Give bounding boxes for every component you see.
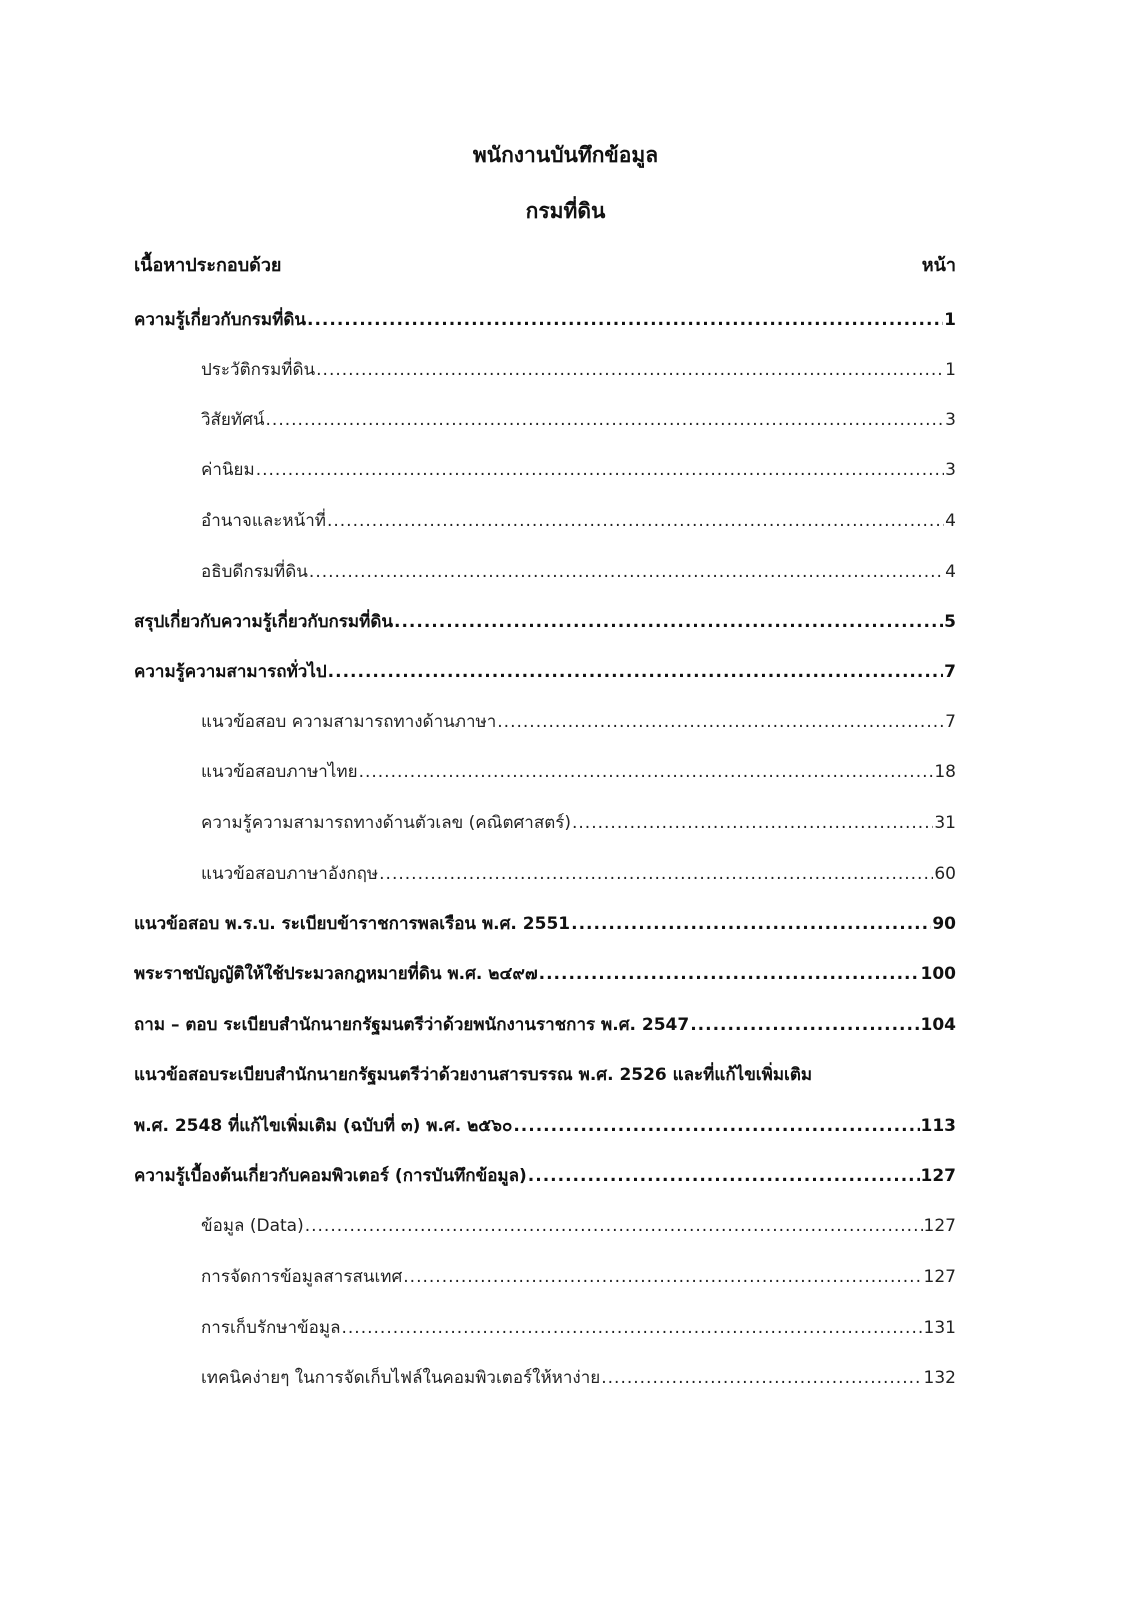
- dot-leader: [328, 658, 943, 686]
- dot-leader: [307, 306, 943, 334]
- toc-entry[interactable]: [134, 960, 956, 988]
- dot-leader: [394, 608, 943, 636]
- toc-entry-page-number: 18: [934, 762, 956, 782]
- dot-leader: [571, 910, 931, 938]
- toc-entry-label: ข้อมูล (Data): [201, 1216, 304, 1236]
- toc-entry[interactable]: [134, 910, 956, 938]
- toc-entry-label: แนวข้อสอบ ความสามารถทางด้านภาษา: [201, 712, 497, 732]
- toc-entry[interactable]: [201, 809, 956, 837]
- toc-entry-page-number: 4: [945, 511, 956, 531]
- toc-entry-label: แนวข้อสอบภาษาไทย: [201, 762, 358, 782]
- toc-entry-label: ค่านิยม: [201, 460, 255, 480]
- toc-entry-page-number: 7: [945, 712, 956, 732]
- toc-entry-label: วิสัยทัศน์: [201, 410, 265, 430]
- toc-entry-page-number: 60: [934, 864, 956, 884]
- toc-entry-page-number: 100: [920, 964, 956, 984]
- dot-leader: [256, 456, 944, 484]
- toc-entry[interactable]: [201, 356, 956, 384]
- toc-entry-label: ความรู้เกี่ยวกับกรมที่ดิน: [134, 310, 306, 330]
- toc-entry-label: ความรู้ความสามารถทางด้านตัวเลข (คณิตศาสตร์): [201, 813, 571, 833]
- toc-entry[interactable]: [134, 1112, 956, 1140]
- toc-entry[interactable]: [201, 860, 956, 888]
- dot-leader: [342, 1314, 923, 1342]
- toc-entry-label: พระราชบัญญัติให้ใช้ประมวลกฎหมายที่ดิน พ.ศ. ๒๔๙๗: [134, 964, 538, 984]
- toc-entry-page-number: 90: [932, 914, 956, 934]
- toc-entry[interactable]: [201, 456, 956, 484]
- document-title: พนักงานบันทึกข้อมูล: [472, 143, 659, 167]
- toc-entry-page-number: 5: [944, 612, 956, 632]
- dot-leader: [497, 708, 944, 736]
- toc-entry[interactable]: [134, 1011, 956, 1039]
- dot-leader: [601, 1364, 922, 1392]
- dot-leader: [690, 1011, 919, 1039]
- dot-leader: [316, 356, 944, 384]
- toc-entry[interactable]: [201, 1364, 956, 1392]
- contents-label: เนื้อหาประกอบด้วย: [134, 255, 282, 276]
- toc-entry-label: อธิบดีกรมที่ดิน: [201, 562, 308, 582]
- toc-entry[interactable]: [201, 1314, 956, 1342]
- toc-entry-page-number: 131: [923, 1318, 956, 1338]
- toc-entry-page-number: 7: [944, 662, 956, 682]
- dot-leader: [528, 1162, 920, 1190]
- toc-entry-label: ความรู้เบื้องต้นเกี่ยวกับคอมพิวเตอร์ (การบันทึกข้อมูล): [134, 1166, 527, 1186]
- toc-entry-label: แนวข้อสอบภาษาอังกฤษ: [201, 864, 379, 884]
- toc-entry[interactable]: [134, 306, 956, 334]
- toc-entry-label: การเก็บรักษาข้อมูล: [201, 1318, 341, 1338]
- toc-entry-page-number: 127: [923, 1216, 956, 1236]
- toc-entry[interactable]: [201, 1263, 956, 1291]
- toc-entry-page-number: 3: [945, 410, 956, 430]
- document-subtitle: กรมที่ดิน: [525, 199, 606, 223]
- toc-entry[interactable]: [134, 658, 956, 686]
- page-column-label: หน้า: [921, 255, 956, 276]
- toc-entry-label: แนวข้อสอบระเบียบสำนักนายกรัฐมนตรีว่าด้วยงานสารบรรณ พ.ศ. 2526 และที่แก้ไขเพิ่มเติม: [134, 1065, 813, 1085]
- toc-entry-label: ความรู้ความสามารถทั่วไป: [134, 662, 327, 682]
- dot-leader: [266, 406, 945, 434]
- toc-entry[interactable]: [201, 758, 956, 786]
- toc-entry[interactable]: [201, 558, 956, 586]
- toc-entry-page-number: 3: [945, 460, 956, 480]
- toc-entry-page-number: 127: [920, 1166, 956, 1186]
- toc-entry[interactable]: [201, 406, 956, 434]
- toc-entry[interactable]: [201, 708, 956, 736]
- toc-entry[interactable]: [201, 1212, 956, 1240]
- toc-entry[interactable]: [134, 1162, 956, 1190]
- toc-entry-page-number: 113: [920, 1116, 956, 1136]
- toc-entry-label: อำนาจและหน้าที่: [201, 511, 326, 531]
- toc-entry-label: ถาม – ตอบ ระเบียบสำนักนายกรัฐมนตรีว่าด้วยพนักงานราชการ พ.ศ. 2547: [134, 1015, 690, 1035]
- toc-entry-label: ประวัติกรมที่ดิน: [201, 360, 316, 380]
- toc-entry-page-number: 31: [934, 813, 956, 833]
- toc-entry-page-number: 4: [945, 562, 956, 582]
- toc-entry[interactable]: [134, 1061, 956, 1089]
- toc-entry[interactable]: [201, 507, 956, 535]
- toc-header: [134, 252, 956, 280]
- toc-entry-label: พ.ศ. 2548 ที่แก้ไขเพิ่มเติม (ฉบับที่ ๓) พ.ศ. ๒๕๖๐: [134, 1116, 513, 1136]
- toc-entry-page-number: 104: [920, 1015, 956, 1035]
- dot-leader: [572, 809, 933, 837]
- toc-entry[interactable]: [134, 608, 956, 636]
- dot-leader: [327, 507, 944, 535]
- toc-entry-page-number: 1: [945, 360, 956, 380]
- toc-entry-label: เทคนิคง่ายๆ ในการจัดเก็บไฟล์ในคอมพิวเตอร์ให้หาง่าย: [201, 1368, 601, 1388]
- toc-entry-label: สรุปเกี่ยวกับความรู้เกี่ยวกับกรมที่ดิน: [134, 612, 393, 632]
- dot-leader: [513, 1112, 919, 1140]
- dot-leader: [403, 1263, 922, 1291]
- toc-entry-label: แนวข้อสอบ พ.ร.บ. ระเบียบข้าราชการพลเรือน พ.ศ. 2551: [134, 914, 571, 934]
- dot-leader: [379, 860, 933, 888]
- toc-entry-page-number: 1: [944, 310, 956, 330]
- dot-leader: [305, 1212, 923, 1240]
- toc-entry-label: การจัดการข้อมูลสารสนเทศ: [201, 1267, 403, 1287]
- dot-leader: [359, 758, 934, 786]
- toc-entry-page-number: 127: [923, 1267, 956, 1287]
- dot-leader: [539, 960, 920, 988]
- dot-leader: [309, 558, 944, 586]
- toc-entry-page-number: 132: [923, 1368, 956, 1388]
